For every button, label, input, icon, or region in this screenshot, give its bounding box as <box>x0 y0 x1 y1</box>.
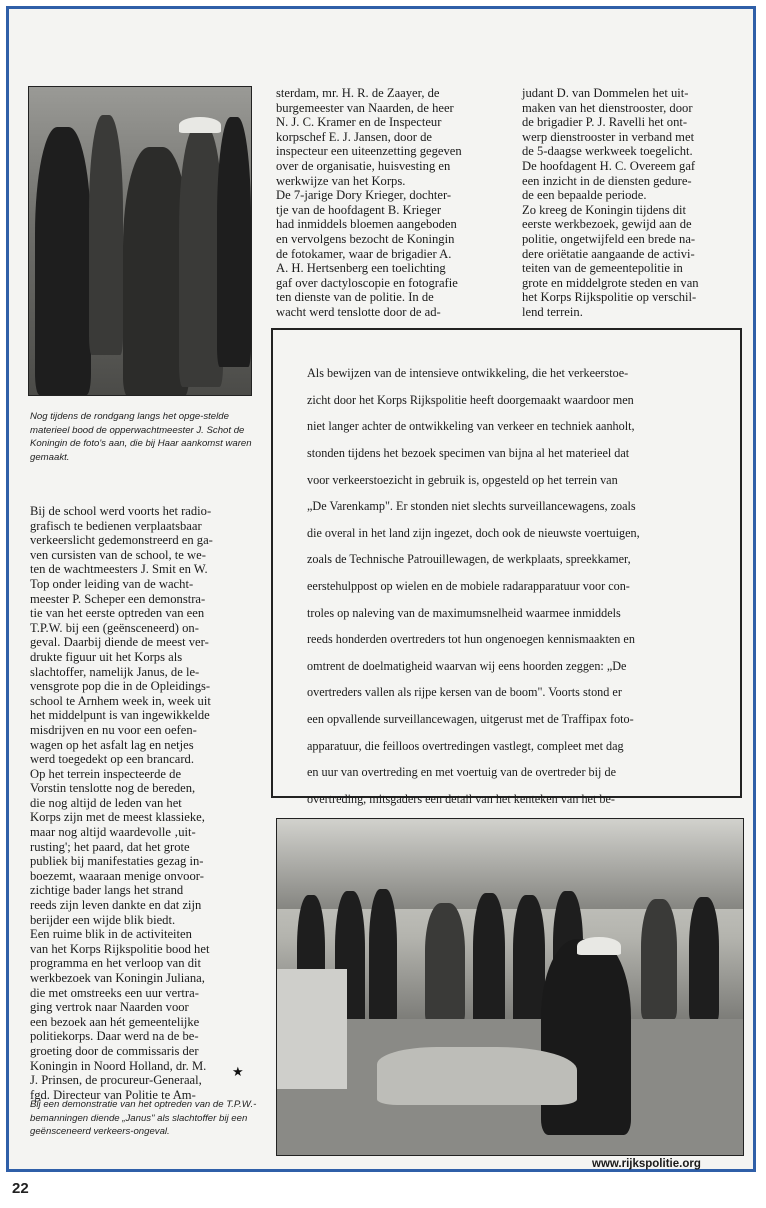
text-line: teiten van de gemeentepolitie in <box>522 261 683 276</box>
site-url: www.rijkspolitie.org <box>592 1158 701 1170</box>
text-line: voor verkeerstoezicht in gebruik is, opgesteld op het terrein van <box>307 472 618 487</box>
text-line: politiekorps. Daar werd na de be- <box>30 1029 199 1044</box>
separator-star: ★ <box>232 1064 244 1079</box>
page-number: 22 <box>12 1180 29 1197</box>
text-line: ven cursisten van de school, te we- <box>30 547 206 562</box>
text-line: het Korps Rijkspolitie op verschil- <box>522 290 697 305</box>
text-line: een bezoek aan hét gemeentelijke <box>30 1014 200 1029</box>
text-line: werkwijze van het Korps. <box>276 173 406 188</box>
text-line: slachtoffer, namelijk Janus, de le- <box>30 664 200 679</box>
text-line: burgemeester van Naarden, de heer <box>276 100 454 115</box>
text-line: korpschef E. J. Jansen, door de <box>276 129 432 144</box>
text-line: grote en middelgrote steden en van <box>522 275 699 290</box>
text-line: Bij de school werd voorts het radio- <box>30 504 212 518</box>
text-line: een inzicht in de diensten gedure- <box>522 173 692 188</box>
text-line: reeds zijn leven dankte en dat zijn <box>30 898 202 913</box>
text-line: tje van de hoofdagent B. Krieger <box>276 202 442 217</box>
text-line: politie, ongetwijfeld een brede na- <box>522 231 696 246</box>
text-line: overtreding, mitsgaders een detail van het kenteken van het be- <box>307 791 615 806</box>
text-line: troles op naleving van de maximumsnelheid waarmee inmiddels <box>307 605 621 620</box>
text-line: N. J. C. Kramer en de Inspecteur <box>276 115 442 130</box>
text-line: zoals de Technische Patrouillewagen, de werkplaats, spreekkamer, <box>307 552 631 567</box>
text-line: berijder een wijde blik biedt. <box>30 912 176 927</box>
text-line: judant D. van Dommelen het uit- <box>522 86 689 100</box>
text-line: De hoofdagent H. C. Overeem gaf <box>522 158 696 173</box>
text-line: Top onder leiding van de wacht- <box>30 576 194 591</box>
text-line: ging vertrok naar Naarden voor <box>30 1000 189 1015</box>
text-line: maar nog altijd waardevolle ‚uit- <box>30 825 196 840</box>
text-line: zichtige bader langs het strand <box>30 883 184 898</box>
article-column-left <box>30 504 254 1102</box>
text-line: Een ruime blik in de activiteiten <box>30 927 192 942</box>
text-line: school te Arnhem week in, week uit <box>30 693 211 708</box>
text-line: T.P.W. bij een (geënsceneerd) on- <box>30 620 199 635</box>
text-line: verkeerslicht gedemonstreerd en ga- <box>30 533 213 548</box>
text-line: reeds honderden overtreders tot hun ongenoegen kennismaakten en <box>307 632 635 647</box>
text-line: niet langer achter de ontwikkeling van verkeer en techniek aanholt, <box>307 419 635 434</box>
text-line: J. Prinsen, de procureur-Generaal, <box>30 1073 202 1088</box>
text-line: ten de wachtmeesters J. Smit en W. <box>30 562 208 577</box>
text-line: dere oriëtatie aangaande de activi- <box>522 246 695 261</box>
text-line: zicht door het Korps Rijkspolitie heeft doorgemaakt waardoor men <box>307 392 634 407</box>
text-line: ten dienste van de politie. In de <box>276 290 434 305</box>
text-line: werkbezoek van Koningin Juliana, <box>30 971 205 985</box>
text-line: publiek bij manifestaties gezag in- <box>30 854 204 869</box>
boxed-article <box>271 328 742 806</box>
text-line: Als bewijzen van de intensieve ontwikkeling, die het verkeerstoe- <box>307 366 629 381</box>
text-line: het middelpunt is van ingewikkelde <box>30 708 210 723</box>
text-line: „De Varenkamp". Er stonden niet slechts surveillancewagens, zoals <box>307 499 636 514</box>
text-line: en uur van overtreding en met voertuig van de overtreder bij de <box>307 765 616 780</box>
text-line: sterdam, mr. H. R. de Zaayer, de <box>276 86 440 100</box>
text-line: werp dienstrooster in verband met <box>522 129 695 144</box>
text-line: boezemt, waaraan menige onvoor- <box>30 868 204 883</box>
text-line: vensgrote pop die in de Opleidings- <box>30 679 211 694</box>
text-line: eerste werkbezoek, gewijd aan de <box>522 217 692 232</box>
text-line: de 5-daagse werkweek toegelicht. <box>522 144 693 159</box>
text-line: de brigadier P. J. Ravelli het ont- <box>522 115 688 130</box>
text-line: wagen op het asfalt lag en netjes <box>30 737 194 752</box>
text-line: De 7-jarige Dory Krieger, dochter- <box>276 188 452 203</box>
text-line: en vervolgens bezocht de Koningin <box>276 231 455 246</box>
text-line: A. H. Hertsenberg een toelichting <box>276 261 446 276</box>
text-line: werd toegedekt op een brancard. <box>30 752 194 767</box>
photo-caption-top: Nog tijdens de rondgang langs het opge-stelde materieel bood de opperwachtmeester J. Schot de Koningin de foto's aan, die bij Haar aankomst waren gemaakt. <box>30 411 252 463</box>
text-line: de een bepaalde periode. <box>522 188 647 203</box>
text-line: gaf over dactyloscopie en fotografie <box>276 275 458 290</box>
text-line: fgd. Directeur van Politie te Am- <box>30 1087 196 1102</box>
text-line: Zo kreeg de Koningin tijdens dit <box>522 202 687 217</box>
text-line: maken van het dienstrooster, door <box>522 100 693 115</box>
text-line: eerstehulppost op wielen en de mobiele radarapparatuur voor con- <box>307 578 630 593</box>
article-column-middle <box>276 86 506 320</box>
text-line: die met omstreeks een uur vertra- <box>30 985 199 1000</box>
photo-queen-receives-photos <box>28 86 252 396</box>
text-line: van het Korps Rijkspolitie bood het <box>30 941 210 956</box>
text-line: Vorstin tenslotte nog de bereden, <box>30 781 196 796</box>
text-line: had inmiddels bloemen aangeboden <box>276 217 457 232</box>
text-line: wacht werd tenslotte door de ad- <box>276 304 441 319</box>
text-line: lend terrein. <box>522 304 583 319</box>
text-line: tie van het eerste optreden van een <box>30 606 205 621</box>
text-line: Korps zijn met de meest klassieke, <box>30 810 205 825</box>
text-line: groeting door de commissaris der <box>30 1043 199 1058</box>
text-line: rusting'; het paard, dat het grote <box>30 839 190 854</box>
text-line: apparatuur, die feilloos overtredingen vastlegt, compleet met dag <box>307 738 624 753</box>
text-line: over de organisatie, huisvesting en <box>276 158 451 173</box>
text-line: meester P. Scheper een demonstra- <box>30 591 206 606</box>
text-line: een opvallende surveillancewagen, uitgerust met de Traffipax foto- <box>307 711 634 726</box>
article-column-right <box>522 86 744 320</box>
text-line: inspecteur een uiteenzetting gegeven <box>276 144 462 159</box>
text-line: die nog altijd de leden van het <box>30 795 182 810</box>
photo-accident-demonstration <box>276 818 744 1156</box>
text-line: misdrijven en nu voor een oefen- <box>30 722 197 737</box>
text-line: drukte figuur uit het Korps als <box>30 649 183 664</box>
photo-caption-bottom: Bij een demonstratie van het optreden van de T.P.W.-bemanningen diende „Janus" als slachtoffer bij een geënsceneerd verkeers-ongeval. <box>30 1099 257 1137</box>
text-line: geval. Daarbij diende de meest ver- <box>30 635 209 650</box>
text-line: programma en het verloop van dit <box>30 956 202 971</box>
text-line: Op het terrein inspecteerde de <box>30 766 182 781</box>
text-line: overtreders vallen als rijpe kersen van de boom". Voorts stond er <box>307 685 622 700</box>
text-line: Koningin in Noord Holland, dr. M. <box>30 1058 207 1073</box>
text-line: grafisch te bedienen verplaatsbaar <box>30 518 202 533</box>
text-line: omtrent de doelmatigheid waarvan wij eens hoorden zeggen: „De <box>307 658 627 673</box>
text-line: stonden tijdens het bezoek specimen van bijna al het materieel dat <box>307 445 630 460</box>
text-line: die overal in het land zijn ingezet, doch ook de nieuwste voertuigen, <box>307 525 640 540</box>
text-line: de fotokamer, waar de brigadier A. <box>276 246 452 261</box>
